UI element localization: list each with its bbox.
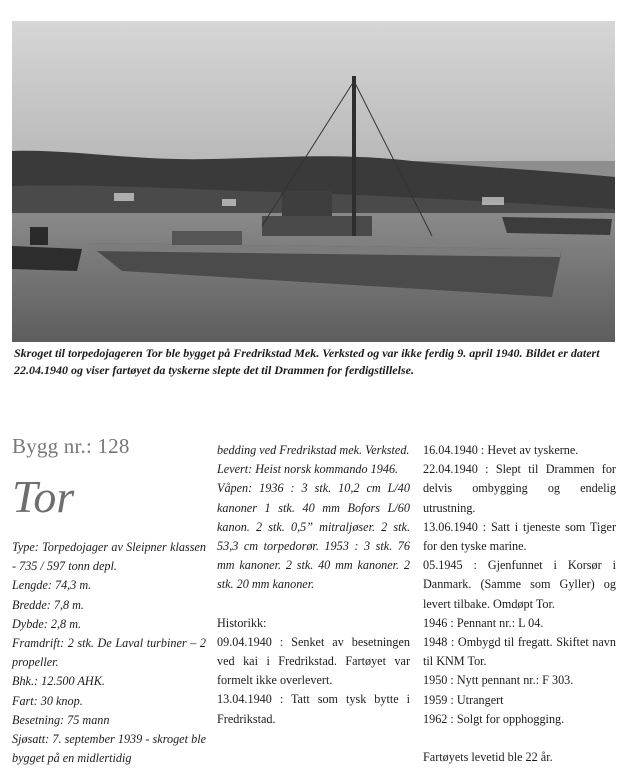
- history-entry: 1948 : Ombygd til fregatt. Skiftet navn til KNM Tor.: [423, 635, 616, 669]
- spec-horsepower: Bhk.: 12.500 AHK.: [12, 674, 105, 689]
- history-entry: 1946 : Pennant nr.: L 04.: [423, 615, 544, 630]
- history-entry: 13.06.1940 : Satt i tjeneste som Tiger for den tyske marine.: [423, 519, 616, 554]
- spec-type: Type: Torpedojager av Sleipner klassen - 735 / 597 tonn depl.: [12, 540, 206, 574]
- history-title: Historikk:: [217, 615, 267, 630]
- photo-caption: Skroget til torpedojageren Tor ble bygget på Fredrikstad Mek. Verksted og var ikke ferdig 9. april 1940. Bildet er datert 22.04.1940 og viser fartøyet da tyskerne slepte det til Drammen for ferdigstillelse.: [14, 346, 600, 377]
- spec-armament: Våpen: 1936 : 3 stk. 10,2 cm L/40 kanoner 1 stk. 40 mm Bofors L/60 kanon. 2 stk. 0,5” mitraljøser. 2 stk. 53,3 cm torpedorør. 1953 : 3 stk. 76 mm kanoner. 2 stk. 40 mm kanoner. 2 stk. 20 mm kanoner.: [217, 481, 410, 592]
- build-number-heading: [12, 434, 130, 459]
- history-entry: 05.1945 : Gjenfunnet i Korsør i Danmark. (Samme som Gyller) og levert tilbake. Omdøpt Tor.: [423, 558, 616, 611]
- spec-crew: Besetning: 75 mann: [12, 712, 110, 727]
- build-number-label: Bygg nr.:: [12, 434, 92, 458]
- ship-name: Tor: [12, 471, 75, 522]
- spec-launched: Sjøsatt: 7. september 1939 - skroget ble bygget på en midlertidig: [12, 732, 206, 766]
- spec-speed: Fart: 30 knop.: [12, 693, 83, 708]
- right-column: [423, 441, 616, 767]
- spec-slipway: bedding ved Fredrikstad mek. Verksted.: [217, 443, 410, 457]
- spec-depth: Dybde: 2,8 m.: [12, 616, 82, 631]
- ship-photo-illustration: [12, 21, 615, 342]
- spec-propulsion: Framdrift: 2 stk. De Laval turbiner – 2 propeller.: [12, 636, 206, 670]
- history-entry: 16.04.1940 : Hevet av tyskerne.: [423, 443, 579, 457]
- specs-column: [12, 538, 206, 768]
- ship-photo: [12, 21, 615, 342]
- build-number-value: 128: [97, 434, 130, 458]
- history-entry: 13.04.1940 : Tatt som tysk bytte i Fredrikstad.: [217, 692, 410, 726]
- history-entry: 22.04.1940 : Slept til Drammen for delvis ombygging og endelig utrustning.: [423, 462, 616, 515]
- spec-length: Lengde: 74,3 m.: [12, 578, 92, 593]
- spec-delivered: Levert: Heist norsk kommando 1946.: [217, 462, 399, 477]
- history-entry: 1962 : Solgt for opphogging.: [423, 711, 565, 726]
- spec-width: Bredde: 7,8 m.: [12, 597, 84, 612]
- history-entry: 09.04.1940 : Senket av besetningen ved kai i Fredrikstad. Fartøyet var formelt ikke overlevert.: [217, 634, 410, 688]
- middle-column: [217, 441, 410, 729]
- history-entry: 1950 : Nytt pennant nr.: F 303.: [423, 673, 574, 688]
- history-entry: 1959 : Utrangert: [423, 692, 504, 707]
- closing-note: Fartøyets levetid ble 22 år.: [423, 750, 553, 765]
